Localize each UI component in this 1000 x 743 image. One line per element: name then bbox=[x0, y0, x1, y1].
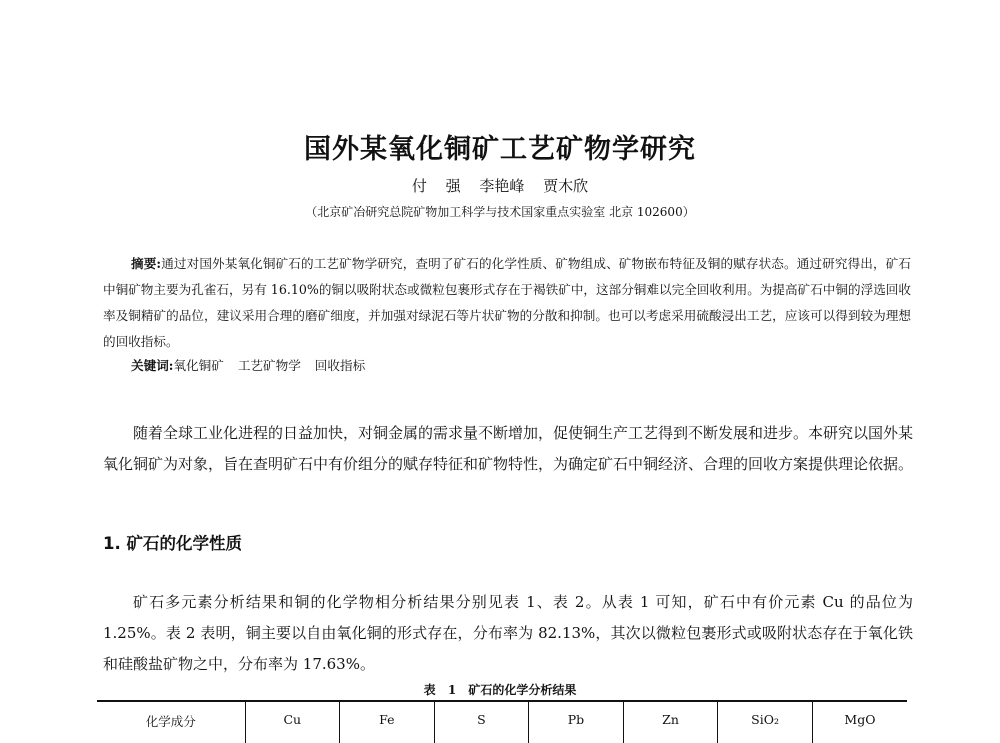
keywords bbox=[131, 355, 365, 374]
chemical-analysis-table bbox=[97, 700, 907, 743]
table-header-cell: MgO bbox=[812, 701, 907, 743]
table-header-cell: Fe bbox=[340, 701, 435, 743]
table-header-cell: S bbox=[434, 701, 529, 743]
keywords-label: 关键词: bbox=[131, 358, 174, 373]
table-header-cell: Cu bbox=[245, 701, 340, 743]
table-header-row bbox=[97, 701, 907, 743]
abstract-label: 摘要: bbox=[131, 256, 162, 271]
table-caption: 表 1 矿石的化学分析结果 bbox=[423, 683, 577, 697]
paper-authors: 付 强 李艳峰 贾木欣 bbox=[411, 177, 589, 195]
abstract-text: 通过对国外某氧化铜矿石的工艺矿物学研究，查明了矿石的化学性质、矿物组成、矿物嵌布特征及铜的赋存状态。通过研究得出，矿石中铜矿物主要为孔雀石，另有 16.10%的铜以吸附状态或微粒包裹形式存在于褐铁矿中，这部分铜难以完全回收利用。为提高矿石中铜的浮选回收率及铜精矿的品位，建议采用合理的磨矿细度，并加强对绿泥石等片状矿物的分散和抑制。也可以考虑采用硫酸浸出工艺，应该可以得到较为理想的回收指标。 bbox=[103, 256, 912, 349]
introduction-paragraph: 随着全球工业化进程的日益加快，对铜金属的需求量不断增加，促使铜生产工艺得到不断发展和进步。本研究以国外某氧化铜矿为对象，旨在查明矿石中有价组分的赋存特征和矿物特性，为确定矿石中铜经济、合理的回收方案提供理论依据。 bbox=[103, 424, 914, 473]
table-header-cell: Pb bbox=[529, 701, 624, 743]
abstract bbox=[103, 251, 911, 355]
table-header-cell: Zn bbox=[623, 701, 718, 743]
section-heading: 1. 矿石的化学性质 bbox=[103, 534, 242, 553]
table-header-cell: 化学成分 bbox=[97, 701, 245, 743]
paper-title: 国外某氧化铜矿工艺矿物学研究 bbox=[304, 134, 696, 165]
section-paragraph: 矿石多元素分析结果和铜的化学物相分析结果分别见表 1、表 2。从表 1 可知，矿石中有价元素 Cu 的品位为 1.25%。表 2 表明，铜主要以自由氧化铜的形式存在，分布率为 82.13%，其次以微粒包裹形式或吸附状态存在于氧化铁和硅酸盐矿物之中，分布率为 17.63%。 bbox=[103, 593, 913, 673]
table-header-cell: SiO₂ bbox=[718, 701, 813, 743]
keywords-text: 氧化铜矿 工艺矿物学 回收指标 bbox=[173, 358, 366, 373]
author-affiliation: （北京矿冶研究总院矿物加工科学与技术国家重点实验室 北京 102600） bbox=[305, 205, 695, 219]
